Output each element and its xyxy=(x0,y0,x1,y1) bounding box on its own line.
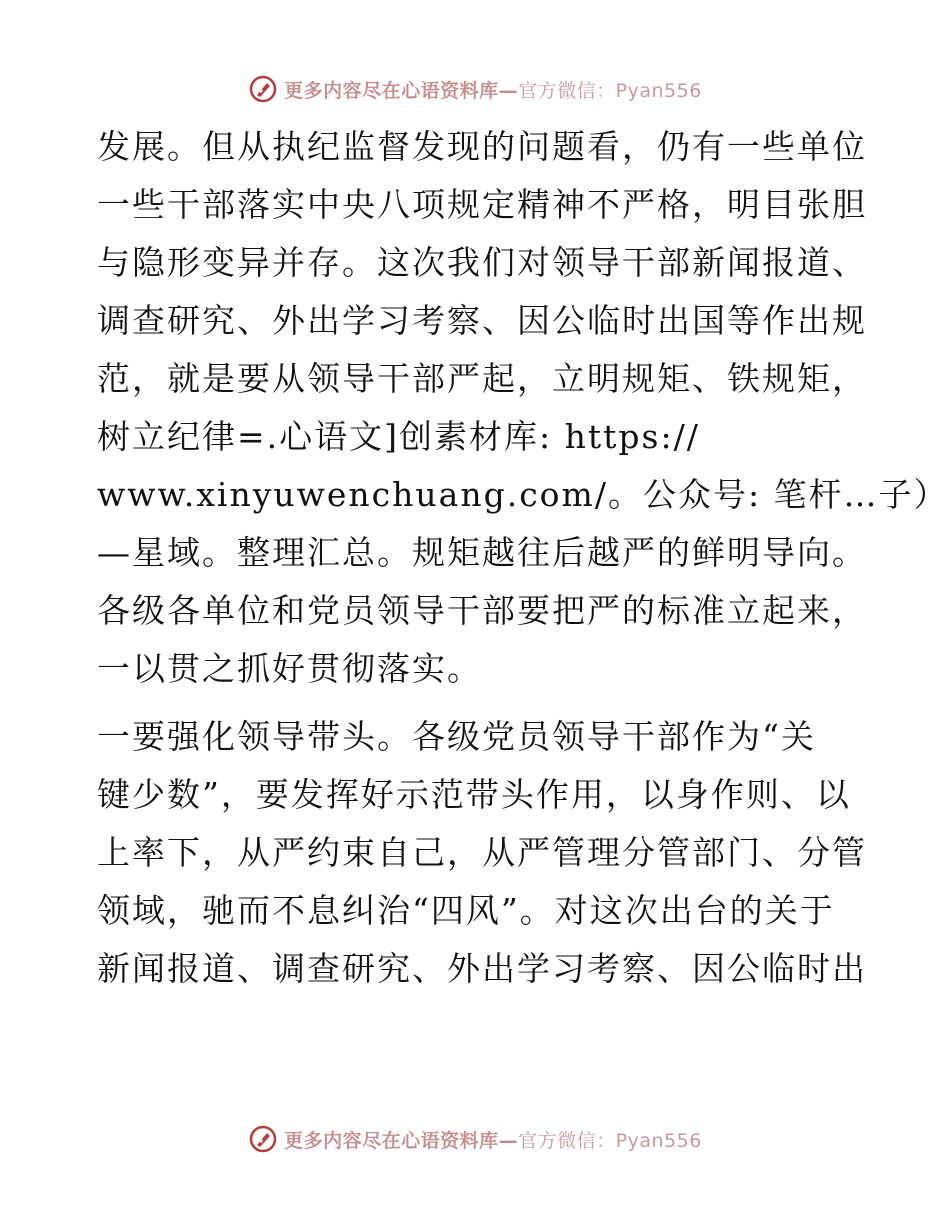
text-line: 范，就是要从领导干部严起，立明规矩、铁规矩， xyxy=(97,359,867,398)
pen-nib-logo-icon xyxy=(248,74,278,104)
text-line: 上率下，从严约束自己，从严管理分管部门、分管 xyxy=(97,833,867,872)
text-line: 领域，驰而不息纠治“四风”。对这次出台的关于 xyxy=(97,891,835,930)
paragraph-gap xyxy=(97,698,857,708)
text-line: 一以贯之抓好贯彻落实。 xyxy=(97,649,482,688)
text-line: www.xinyuwenchuang.com/。公众号: 笔杆…子） xyxy=(97,475,949,514)
footer-banner-main: 更多内容尽在心语资料库— xyxy=(284,1129,519,1152)
text-line: 发展。但从执纪监督发现的问题看，仍有一些单位 xyxy=(97,127,867,166)
text-line: 树立纪律=.心语文]创素材库: https:// xyxy=(97,417,700,456)
header-banner-text xyxy=(284,76,702,103)
header-banner xyxy=(0,72,950,106)
text-line: —星域。整理汇总。规矩越往后越严的鲜明导向。 xyxy=(97,533,867,572)
pen-nib-logo-icon xyxy=(248,1124,278,1154)
paragraph-1 xyxy=(97,118,949,698)
text-line: 键少数”，要发挥好示范带头作用，以身作则、以 xyxy=(97,775,851,814)
document-body xyxy=(97,118,949,998)
text-line: 各级各单位和党员领导干部要把严的标准立起来， xyxy=(97,591,867,630)
footer-banner-text xyxy=(284,1126,702,1153)
text-line: 与隐形变异并存。这次我们对领导干部新闻报道、 xyxy=(97,243,867,282)
text-line: 一些干部落实中央八项规定精神不严格，明目张胆 xyxy=(97,185,867,224)
footer-banner-wechat: 官方微信：Pyan556 xyxy=(518,1129,702,1152)
paragraph-2 xyxy=(97,708,867,998)
text-line: 调查研究、外出学习考察、因公临时出国等作出规 xyxy=(97,301,867,340)
header-banner-wechat: 官方微信：Pyan556 xyxy=(518,79,702,102)
text-line: 新闻报道、调查研究、外出学习考察、因公临时出 xyxy=(97,949,867,988)
footer-banner xyxy=(0,1122,950,1156)
text-line: 一要强化领导带头。各级党员领导干部作为“关 xyxy=(97,717,816,756)
header-banner-main: 更多内容尽在心语资料库— xyxy=(284,79,519,102)
